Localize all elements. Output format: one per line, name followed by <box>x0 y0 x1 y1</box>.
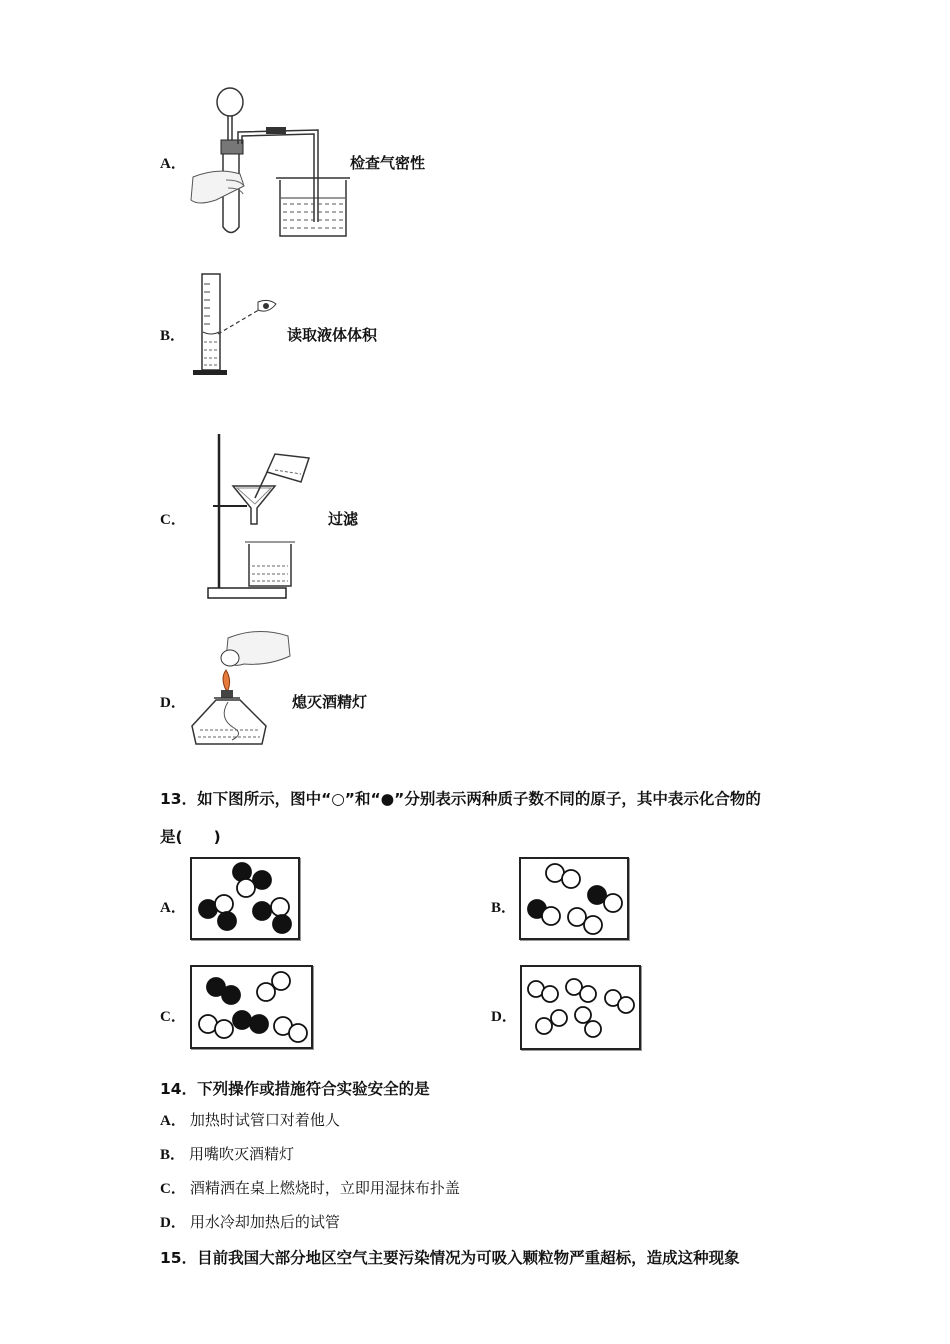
q15-stem: 15．目前我国大部分地区空气主要污染情况为可吸入颗粒物严重超标，造成这种现象 <box>160 1249 740 1267</box>
q13-option-a-box[interactable] <box>190 857 300 940</box>
molecule-diagram-c <box>192 967 311 1047</box>
q13-option-a-letter: A． <box>160 900 186 916</box>
q13-stem-line1: 13．如下图所示，图中“○”和“●”分别表示两种质子数不同的原子，其中表示化合物的 <box>160 790 761 808</box>
option-c-letter: C． <box>160 512 186 528</box>
molecule-diagram-a <box>192 859 298 938</box>
q14-stem: 14．下列操作或措施符合实验安全的是 <box>160 1080 430 1098</box>
q14-choice-a-text: 加热时试管口对着他人 <box>189 1111 340 1129</box>
option-d-caption: 熄灭酒精灯 <box>292 693 368 711</box>
q14-choice-a[interactable] <box>160 1109 340 1130</box>
option-a-caption: 检查气密性 <box>350 154 426 172</box>
q14-choice-b-letter: B． <box>160 1147 186 1163</box>
q13-option-b-letter: B． <box>491 900 517 916</box>
filtration-figure <box>205 430 325 605</box>
q14-choice-d-text: 用水冷却加热后的试管 <box>189 1213 340 1231</box>
q14-choice-c-text: 酒精洒在桌上燃烧时，立即用湿抹布扑盖 <box>189 1179 460 1197</box>
read-volume-figure <box>190 270 290 380</box>
option-b-letter: B． <box>160 328 186 344</box>
q14-choice-c[interactable] <box>160 1177 460 1198</box>
q13-option-b-box[interactable] <box>519 857 629 940</box>
q14-choice-d-letter: D． <box>160 1215 186 1231</box>
option-b-caption: 读取液体体积 <box>287 326 378 344</box>
extinguish-lamp-figure <box>188 628 298 753</box>
q14-choice-d[interactable] <box>160 1211 340 1232</box>
q13-stem-line2: 是( ) <box>160 828 221 846</box>
q13-option-d-box[interactable] <box>520 965 641 1050</box>
q14-choice-b-text: 用嘴吹灭酒精灯 <box>189 1145 295 1163</box>
q13-option-c-letter: C． <box>160 1009 186 1025</box>
q14-choice-a-letter: A． <box>160 1113 186 1129</box>
option-c-caption: 过滤 <box>328 510 359 528</box>
q14-choice-c-letter: C． <box>160 1181 186 1197</box>
option-a-letter: A． <box>160 156 186 172</box>
q13-option-c-box[interactable] <box>190 965 313 1049</box>
q14-choice-b[interactable] <box>160 1143 294 1164</box>
molecule-diagram-b <box>521 859 627 938</box>
q13-option-d-letter: D． <box>491 1009 517 1025</box>
molecule-diagram-d <box>522 967 639 1048</box>
option-d-letter: D． <box>160 695 186 711</box>
airtightness-check-figure <box>188 82 358 242</box>
